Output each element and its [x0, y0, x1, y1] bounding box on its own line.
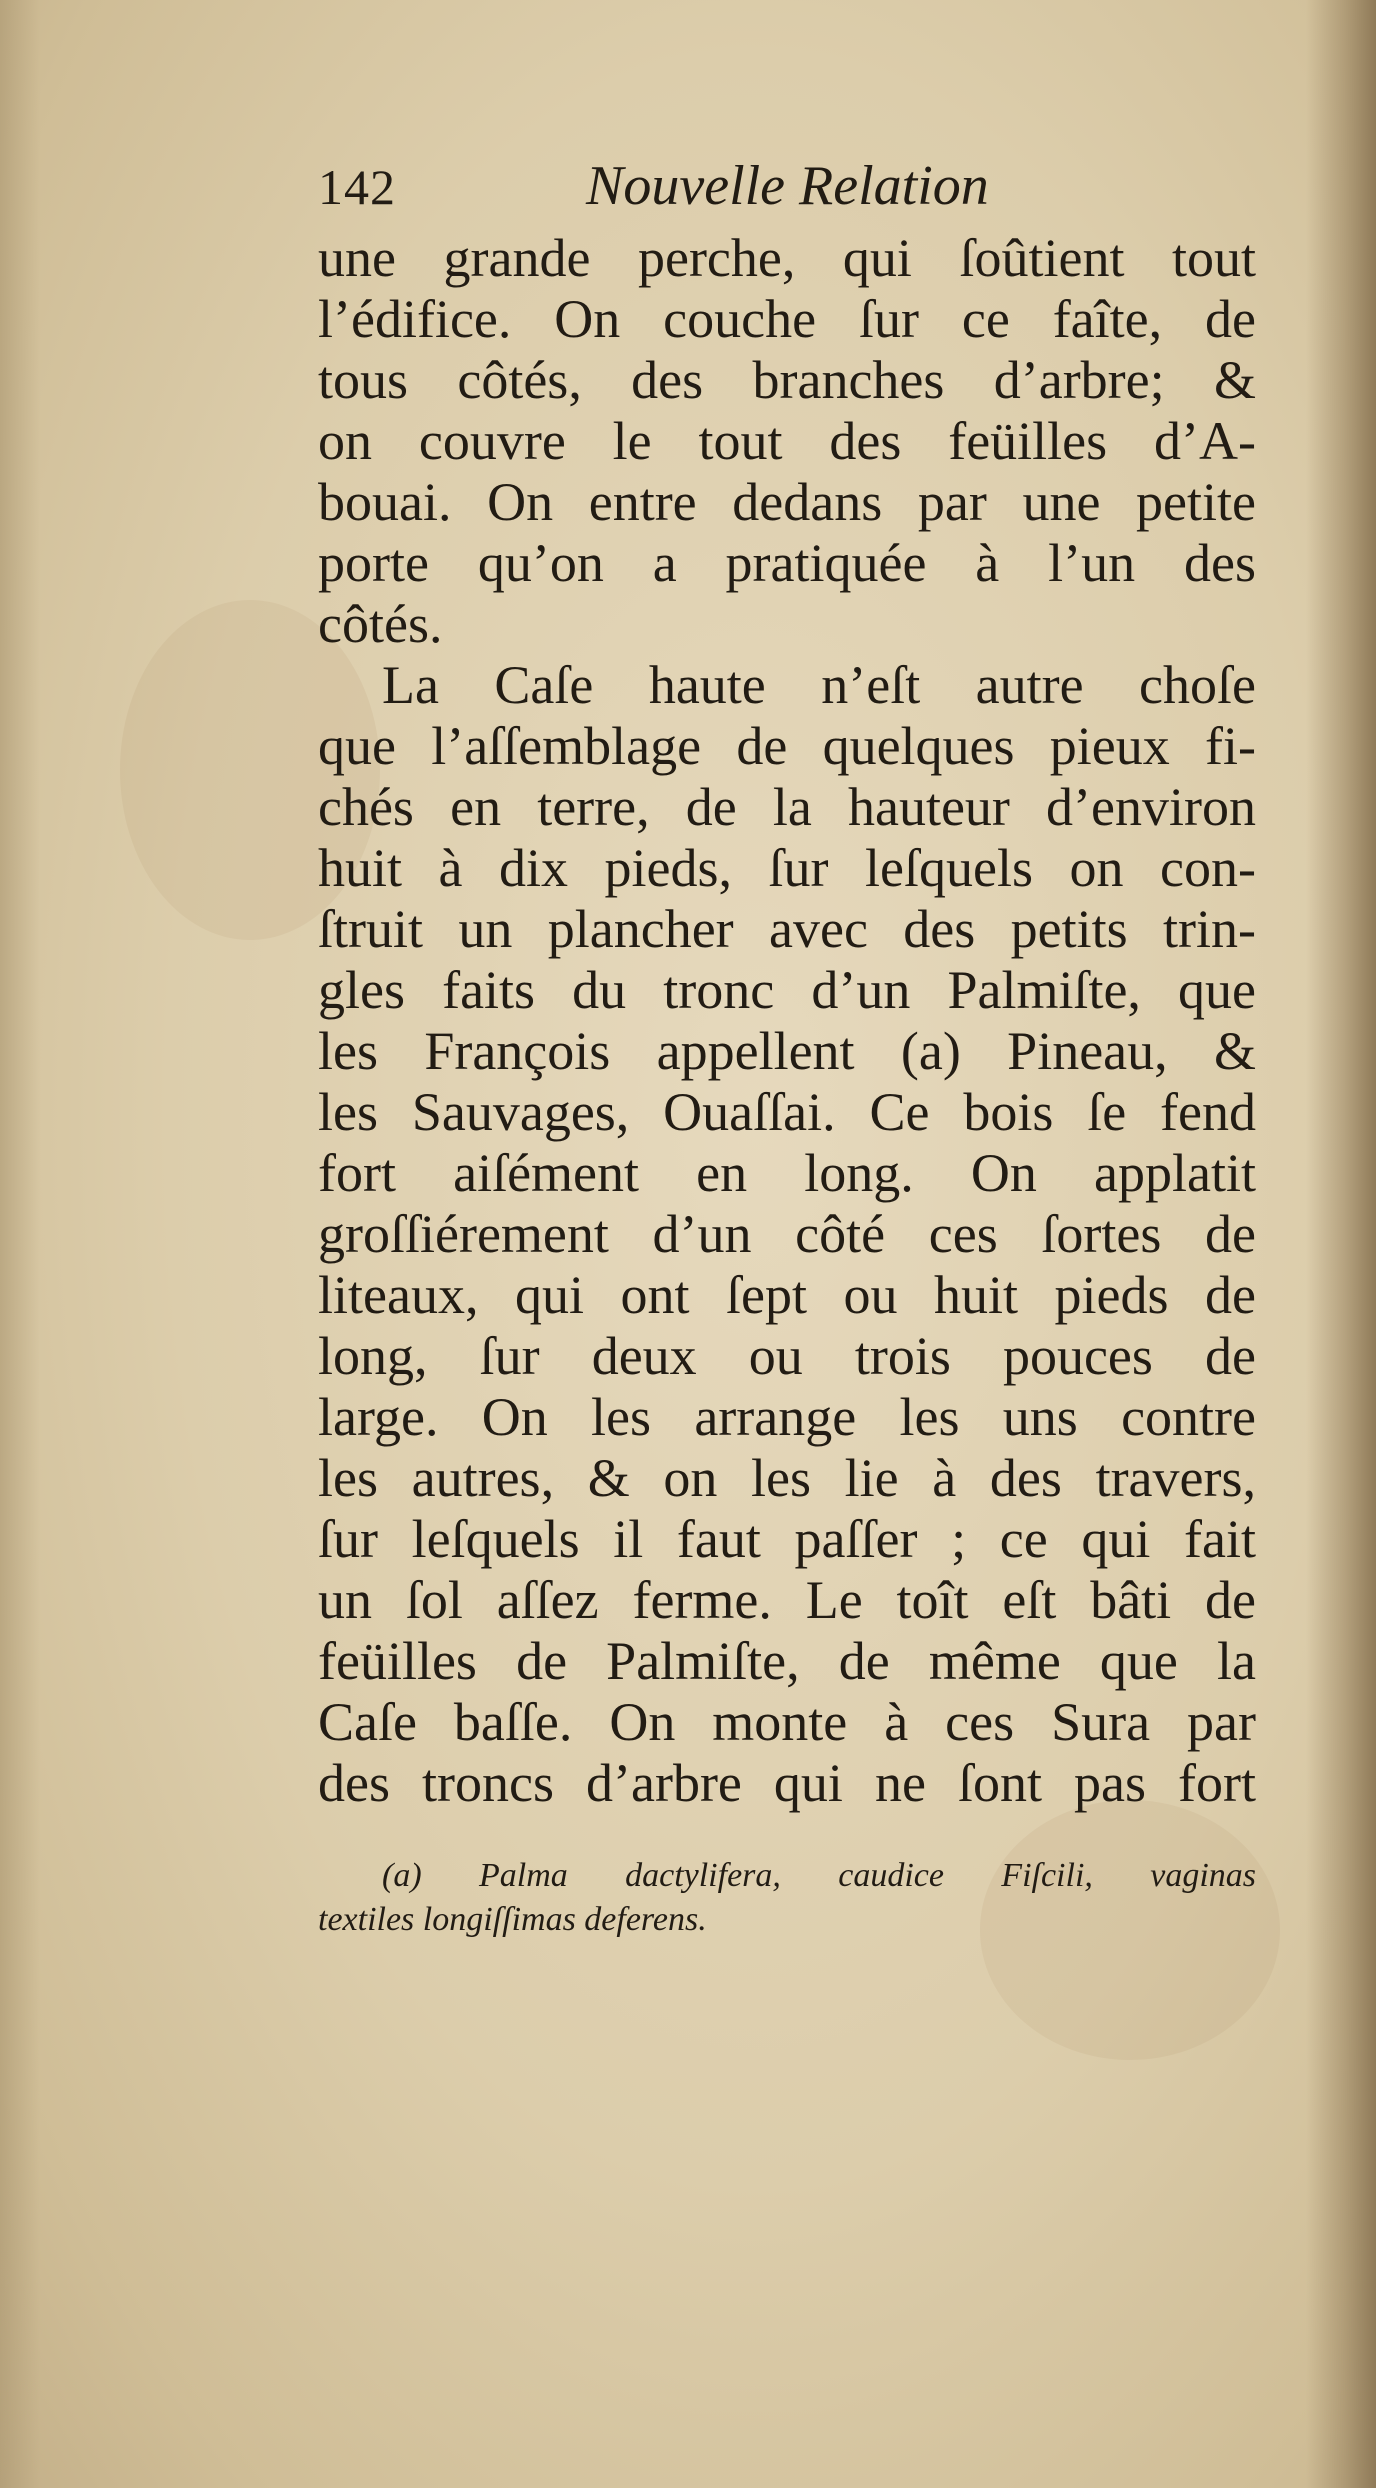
text-line: tous côtés, des branches d’arbre; & [318, 350, 1256, 410]
text-line: huit à dix pieds, ſur leſquels on con- [318, 838, 1256, 898]
text-line: les autres, & on les lie à des travers, [318, 1448, 1256, 1508]
page-left-shadow [0, 0, 40, 2488]
text-line: bouai. On entre dedans par une petite [318, 472, 1256, 532]
binding-gutter-shadow [1306, 0, 1376, 2488]
text-line: côtés. [318, 594, 443, 654]
paragraph-start-line: La Caſe haute n’eſt autre choſe [382, 655, 1256, 715]
text-line: des troncs d’arbre qui ne ſont pas fort [318, 1753, 1256, 1813]
book-page [318, 148, 1258, 1942]
text-line: fort aiſément en long. On applatit [318, 1143, 1256, 1203]
page-number: 142 [318, 159, 396, 215]
text-line: chés en terre, de la hauteur d’environ [318, 777, 1256, 837]
text-line: ſtruit un plancher avec des petits trin- [318, 899, 1256, 959]
text-line: feüilles de Palmiſte, de même que la [318, 1631, 1256, 1691]
text-line: large. On les arrange les uns contre [318, 1387, 1256, 1447]
text-line: groſſiérement d’un côté ces ſortes de [318, 1204, 1256, 1264]
text-line: Caſe baſſe. On monte à ces Sura par [318, 1692, 1256, 1752]
body-text [318, 228, 1258, 1814]
text-line: gles faits du tronc d’un Palmiſte, que [318, 960, 1256, 1020]
footnote [318, 1854, 1258, 1942]
text-line: long, ſur deux ou trois pouces de [318, 1326, 1256, 1386]
running-head [318, 148, 1258, 228]
text-line: l’édifice. On couche ſur ce faîte, de [318, 289, 1256, 349]
running-title: Nouvelle Relation [586, 155, 989, 217]
text-line: porte qu’on a pratiquée à l’un des [318, 533, 1256, 593]
text-line: une grande perche, qui ſoûtient tout [318, 228, 1256, 288]
footnote-line: (a) Palma dactylifera, caudice Fiſcili, vaginas [382, 1857, 1256, 1894]
text-line: les Sauvages, Ouaſſai. Ce bois ſe fend [318, 1082, 1256, 1142]
text-line: les François appellent (a) Pineau, & [318, 1021, 1256, 1081]
text-line: liteaux, qui ont ſept ou huit pieds de [318, 1265, 1256, 1325]
text-line: on couvre le tout des feüilles d’A- [318, 411, 1256, 471]
text-line: un ſol aſſez ferme. Le toît eſt bâti de [318, 1570, 1256, 1630]
text-line: que l’aſſemblage de quelques pieux fi- [318, 716, 1256, 776]
footnote-line: textiles longiſſimas deferens. [318, 1901, 707, 1938]
text-line: ſur leſquels il faut paſſer ; ce qui fait [318, 1509, 1256, 1569]
